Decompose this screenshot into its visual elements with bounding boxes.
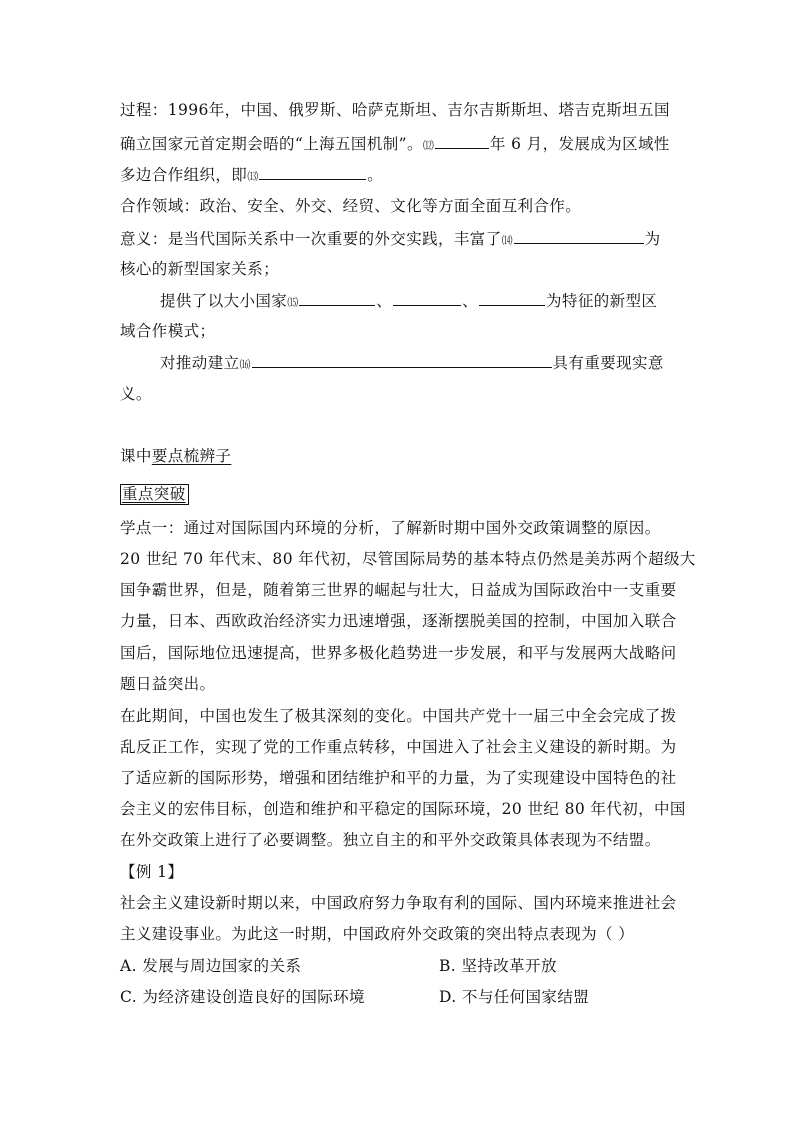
text-line — [120, 100, 670, 120]
paragraph-line — [120, 549, 696, 569]
option-a[interactable] — [120, 956, 301, 976]
text-line — [120, 164, 383, 187]
line-text: 社会主义建设新时期以来，中国政府努力争取有利的国际、国内环境来推进社会 — [120, 894, 677, 912]
paragraph-line — [120, 799, 686, 819]
paragraph-line — [120, 737, 677, 757]
boxed-label-line — [120, 484, 189, 504]
question-stem-line — [120, 893, 677, 913]
option-text: B. 坚持改革开放 — [439, 957, 557, 975]
line-text: 多边合作组织，即 — [120, 166, 248, 184]
boxed-label: 重点突破 — [120, 484, 189, 505]
fill-blank-12[interactable] — [435, 133, 489, 149]
line-text: 为 — [644, 230, 661, 248]
line-text: 国争霸世界，但是，随着第三世界的崛起与壮大，日益成为国际政治中一支重要 — [120, 581, 677, 599]
line-text: 具有重要现实意 — [552, 354, 664, 372]
line-text: 核心的新型国家关系； — [120, 260, 280, 278]
text-line — [160, 290, 657, 313]
option-text: D. 不与任何国家结盟 — [439, 988, 590, 1006]
text-line — [120, 259, 279, 279]
fill-blank-13[interactable] — [259, 164, 366, 180]
heading-underlined-text: 要点梳辨子 — [151, 447, 232, 465]
line-text: 乱反正工作，实现了党的工作重点转移，中国进入了社会主义建设的新时期。为 — [120, 738, 677, 756]
line-text: 国后，国际地位迅速提高，世界多极化趋势进一步发展，和平与发展两大战略问 — [120, 644, 677, 662]
text-line — [120, 321, 215, 341]
line-text: 了适应新的国际形势，增强和团结维护和平的力量，为了实现建设中国特色的社 — [120, 769, 677, 787]
blank-number: ⒀ — [247, 170, 259, 183]
separator: 、 — [376, 292, 393, 310]
text-line — [120, 518, 661, 538]
line-text: 学点一：通过对国际国内环境的分析，了解新时期中国外交政策调整的原因。 — [120, 519, 661, 537]
paragraph-line — [120, 674, 215, 694]
example-label — [120, 862, 183, 882]
line-text: 义。 — [120, 385, 152, 403]
section-heading — [120, 446, 231, 466]
option-text: C. 为经济建设创造良好的国际环境 — [120, 988, 365, 1006]
text-line — [120, 228, 661, 251]
option-text: A. 发展与周边国家的关系 — [120, 957, 302, 975]
line-text: 力量，日本、西欧政治经济实力迅速增强，逐渐摆脱美国的控制，中国加入联合 — [120, 612, 677, 630]
line-text: 。 — [367, 166, 384, 184]
paragraph-line — [120, 611, 677, 631]
separator: 、 — [462, 292, 479, 310]
blank-number: ⑿ — [422, 139, 434, 152]
text-line — [160, 352, 664, 375]
text-line — [120, 196, 581, 216]
line-text: 题日益突出。 — [120, 675, 216, 693]
fill-blank-15b[interactable] — [393, 290, 461, 306]
text-line — [120, 133, 670, 156]
line-text: 意义：是当代国际关系中一次重要的外交实践，丰富了 — [120, 230, 502, 248]
text-line — [120, 384, 152, 404]
option-b[interactable] — [439, 956, 557, 976]
option-d[interactable] — [439, 987, 589, 1007]
line-text: 在此期间，中国也发生了极其深刻的变化。中国共产党十一届三中全会完成了拨 — [120, 707, 677, 725]
line-text: 为特征的新型区 — [546, 292, 658, 310]
line-text: 确立国家元首定期会晤的“上海五国机制”。 — [120, 135, 423, 153]
line-text: 年 6 月，发展成为区域性 — [489, 135, 670, 153]
fill-blank-15c[interactable] — [479, 290, 545, 306]
line-text: 提供了以大小国家 — [160, 292, 288, 310]
question-stem-line — [120, 924, 634, 944]
line-text: 在外交政策上进行了必要调整。独立自主的和平外交政策具体表现为不结盟。 — [120, 831, 661, 849]
paragraph-line — [120, 768, 677, 788]
fill-blank-14[interactable] — [514, 228, 644, 244]
line-text: 过程：1996年，中国、俄罗斯、哈萨克斯坦、吉尔吉斯斯坦、塔吉克斯坦五国 — [120, 101, 670, 119]
paragraph-line — [120, 580, 677, 600]
line-text: 会主义的宏伟目标，创造和维护和平稳定的国际环境，20 世纪 80 年代初，中国 — [120, 800, 686, 818]
line-text: 域合作模式； — [120, 322, 216, 340]
line-text: 20 世纪 70 年代末、80 年代初，尽管国际局势的基本特点仍然是美苏两个超级大 — [120, 550, 696, 568]
line-text: 【例 1】 — [120, 863, 184, 881]
option-c[interactable] — [120, 987, 365, 1007]
blank-number: ⒃ — [239, 358, 251, 371]
line-text: 对推动建立 — [160, 354, 240, 372]
line-text: 主义建设事业。为此这一时期，中国政府外交政策的突出特点表现为（ ） — [120, 925, 635, 943]
line-text: 合作领域：政治、安全、外交、经贸、文化等方面全面互利合作。 — [120, 197, 582, 215]
paragraph-line — [120, 830, 661, 850]
blank-number: ⒁ — [501, 234, 513, 247]
heading-text: 课中 — [120, 447, 152, 465]
fill-blank-15a[interactable] — [299, 290, 375, 306]
paragraph-line — [120, 706, 677, 726]
fill-blank-16[interactable] — [252, 352, 552, 368]
paragraph-line — [120, 643, 677, 663]
blank-number: ⒂ — [287, 296, 299, 309]
